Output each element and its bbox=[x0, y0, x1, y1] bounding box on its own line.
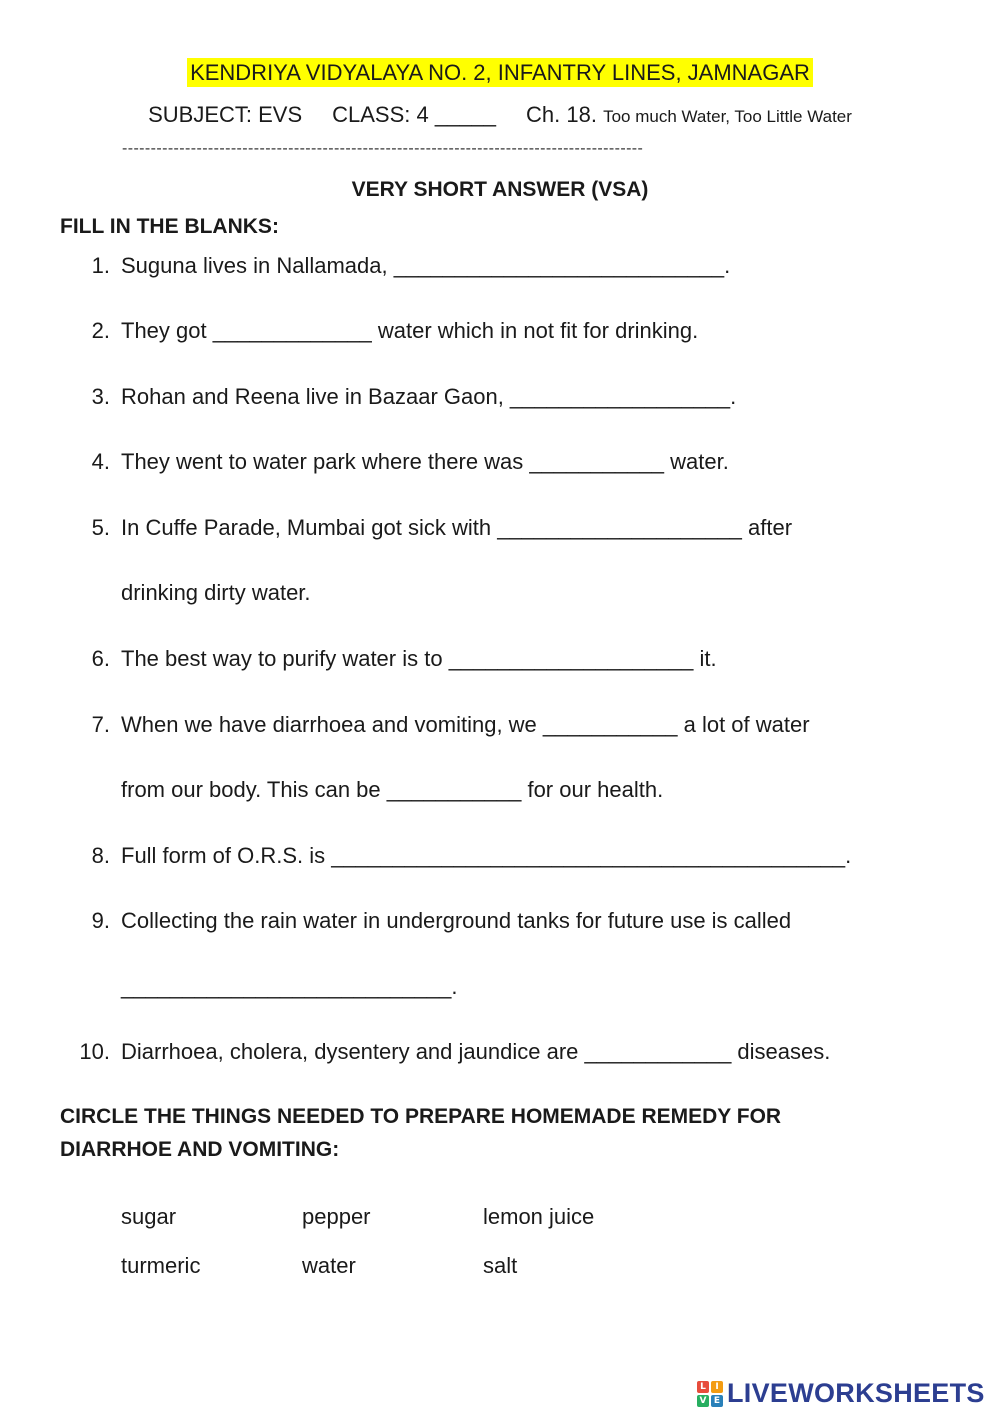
logo-letter: E bbox=[711, 1395, 723, 1407]
fill-blanks-title: FILL IN THE BLANKS: bbox=[60, 215, 279, 238]
question-text-continued: drinking dirty water. bbox=[121, 580, 311, 605]
question-number: 2. bbox=[91, 318, 110, 343]
option-item[interactable]: water bbox=[302, 1253, 356, 1278]
question-number: 7. bbox=[91, 712, 110, 737]
logo-letter: L bbox=[697, 1381, 709, 1393]
class-label: CLASS: 4 _____ bbox=[332, 102, 497, 127]
question-text: Rohan and Reena live in Bazaar Gaon, __________________. bbox=[121, 384, 737, 409]
subject-line bbox=[0, 102, 1000, 128]
question-text: Collecting the rain water in underground tanks for future use is called bbox=[121, 908, 792, 933]
question-text: They went to water park where there was ___________ water. bbox=[121, 449, 729, 474]
question-text: They got _____________ water which in not fit for drinking. bbox=[121, 318, 699, 343]
question-text: In Cuffe Parade, Mumbai got sick with ____________________ after bbox=[121, 515, 793, 540]
school-name-highlight: KENDRIYA VIDYALAYA NO. 2, INFANTRY LINES, JAMNAGAR bbox=[187, 58, 813, 87]
question-text: Suguna lives in Nallamada, ___________________________. bbox=[121, 253, 731, 278]
question-number: 8. bbox=[91, 843, 110, 868]
chapter-label: Ch. 18. bbox=[526, 102, 597, 127]
circle-section-title: CIRCLE THE THINGS NEEDED TO PREPARE HOMEMADE REMEDY FOR bbox=[60, 1105, 782, 1128]
school-name bbox=[0, 60, 1000, 86]
question-text: The best way to purify water is to ____________________ it. bbox=[121, 646, 717, 671]
question-text: Full form of O.R.S. is __________________________________________. bbox=[121, 843, 852, 868]
question-number: 1. bbox=[91, 253, 110, 278]
question-number: 3. bbox=[91, 384, 110, 409]
question-text-continued: ___________________________. bbox=[121, 974, 458, 999]
logo-letter: I bbox=[711, 1381, 723, 1393]
circle-section-title-line2: DIARRHOE AND VOMITING: bbox=[60, 1138, 340, 1161]
logo-text: LIVEWORKSHEETS bbox=[727, 1378, 985, 1408]
subject-label: SUBJECT: EVS bbox=[148, 102, 303, 127]
question-number: 4. bbox=[91, 449, 110, 474]
logo-letter: V bbox=[697, 1395, 709, 1407]
logo-mark-icon bbox=[697, 1381, 723, 1407]
chapter-title: Too much Water, Too Little Water bbox=[603, 107, 852, 126]
option-item[interactable]: salt bbox=[483, 1253, 518, 1278]
option-item[interactable]: turmeric bbox=[121, 1253, 201, 1278]
question-number: 5. bbox=[91, 515, 110, 540]
question-number: 9. bbox=[91, 908, 110, 933]
question-text: Diarrhoea, cholera, dysentery and jaundice are ____________ diseases. bbox=[121, 1039, 831, 1064]
vsa-heading: VERY SHORT ANSWER (VSA) bbox=[351, 178, 649, 201]
option-item[interactable]: pepper bbox=[302, 1204, 371, 1229]
question-text-continued: from our body. This can be ___________ for our health. bbox=[121, 777, 664, 802]
question-number: 10. bbox=[79, 1039, 110, 1064]
liveworksheets-logo bbox=[697, 1378, 985, 1409]
option-item[interactable]: lemon juice bbox=[483, 1204, 595, 1229]
question-number: 6. bbox=[91, 646, 110, 671]
question-text: When we have diarrhoea and vomiting, we ___________ a lot of water bbox=[121, 712, 810, 737]
option-item[interactable]: sugar bbox=[121, 1204, 177, 1229]
divider-rule: ------------------------------------------------------------------------------------------- bbox=[122, 140, 644, 157]
